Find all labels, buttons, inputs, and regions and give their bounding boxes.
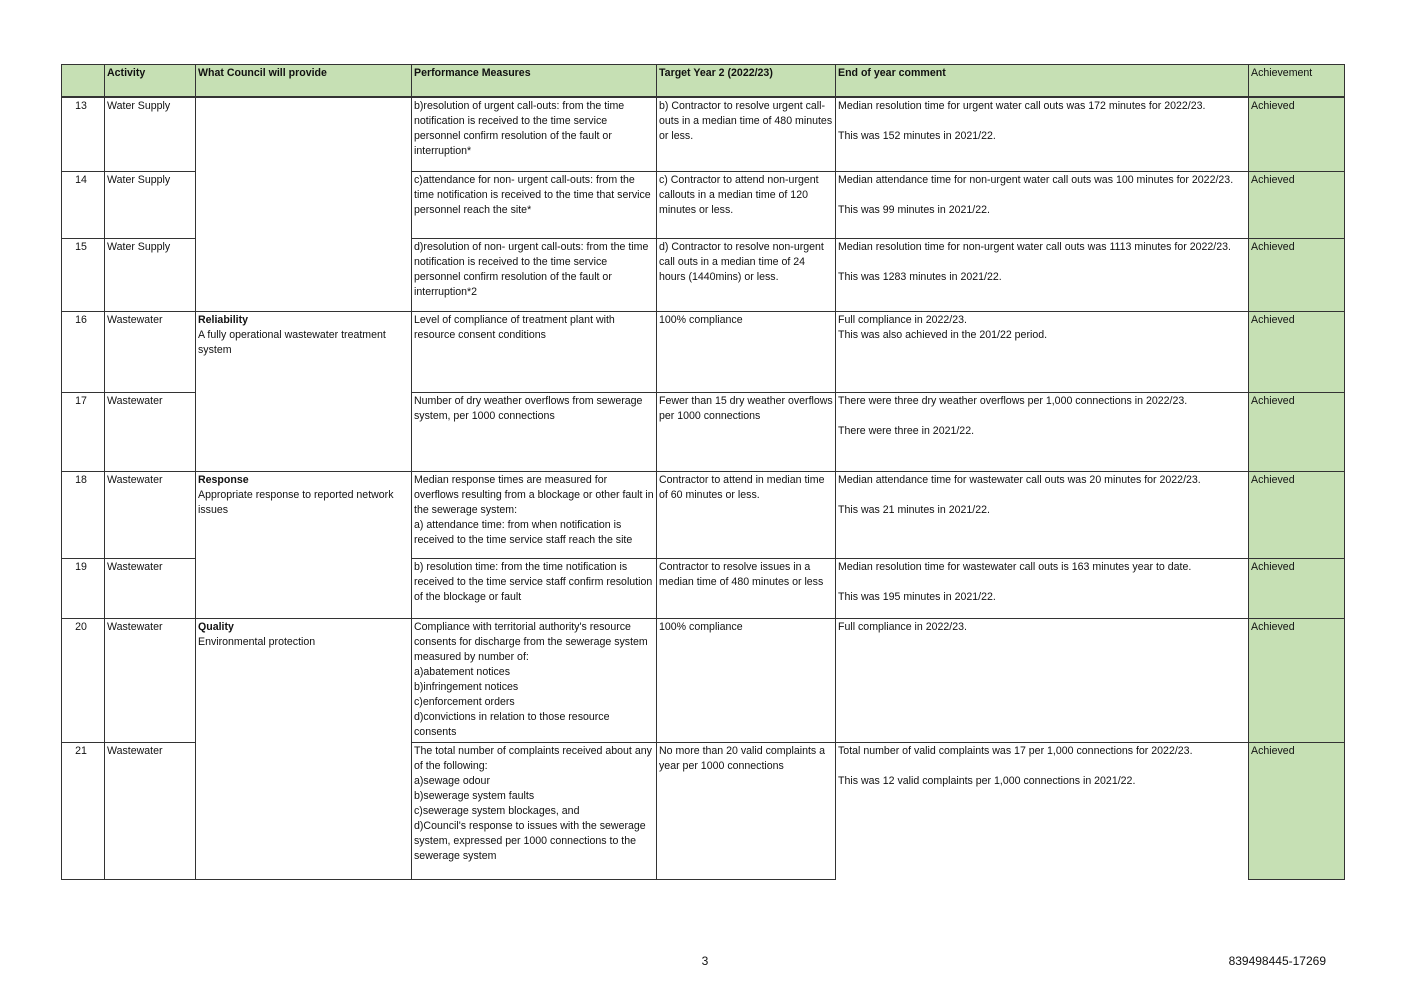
page-number: 3 xyxy=(701,954,709,968)
row-activity: Water Supply xyxy=(105,97,196,171)
row-number: 17 xyxy=(62,392,105,471)
provide-cell-water xyxy=(196,97,412,311)
row-measure: c)attendance for non- urgent call-outs: from the time notification is received to the time that service personnel reach the site* xyxy=(412,171,657,238)
table-row xyxy=(62,97,1345,171)
provide-text: A fully operational wastewater treatment system xyxy=(198,328,386,356)
row-measure: Compliance with territorial authority's resource consents for discharge from the sewerage system measured by number of: a)abatement notices b)infringement notices c)enforcement orders d)convictions in relation to those resource consents xyxy=(412,618,657,742)
provide-text: Environmental protection xyxy=(198,635,316,648)
provide-title: Quality xyxy=(198,620,234,633)
row-achievement: Achieved xyxy=(1249,471,1345,558)
row-target: 100% compliance xyxy=(657,618,836,742)
row-achievement: Achieved xyxy=(1249,742,1345,879)
row-number: 20 xyxy=(62,618,105,742)
row-measure: Number of dry weather overflows from sewerage system, per 1000 connections xyxy=(412,392,657,471)
row-target: b) Contractor to resolve urgent call-outs in a median time of 480 minutes or less. xyxy=(657,97,836,171)
header-measures: Performance Measures xyxy=(412,65,657,98)
header-activity: Activity xyxy=(105,65,196,98)
table-row xyxy=(62,471,1345,558)
row-measure: b)resolution of urgent call-outs: from the time notification is received to the time service personnel confirm resolution of the fault or interruption* xyxy=(412,97,657,171)
row-comment: There were three dry weather overflows per 1,000 connections in 2022/23. There were three in 2021/22. xyxy=(836,392,1249,471)
row-number: 18 xyxy=(62,471,105,558)
row-number: 16 xyxy=(62,311,105,392)
row-measure: b) resolution time: from the time notification is received to the time service staff confirm resolution of the blockage or fault xyxy=(412,558,657,618)
row-activity: Wastewater xyxy=(105,311,196,392)
provide-cell-reliability xyxy=(196,311,412,471)
row-measure: d)resolution of non- urgent call-outs: from the time notification is received to the time service personnel confirm resolution of the fault or interruption*2 xyxy=(412,238,657,311)
row-activity: Water Supply xyxy=(105,238,196,311)
row-achievement: Achieved xyxy=(1249,97,1345,171)
row-comment: Total number of valid complaints was 17 per 1,000 connections for 2022/23. This was 12 valid complaints per 1,000 connections in 2021/22. xyxy=(836,742,1249,879)
row-achievement: Achieved xyxy=(1249,392,1345,471)
header-target: Target Year 2 (2022/23) xyxy=(657,65,836,98)
row-comment: Full compliance in 2022/23. xyxy=(836,618,1249,742)
row-measure: Median response times are measured for overflows resulting from a blockage or other fault in the sewerage system: a) attendance time: from when notification is received to the time service staff reach the site xyxy=(412,471,657,558)
row-comment: Median resolution time for urgent water call outs was 172 minutes for 2022/23. This was 152 minutes in 2021/22. xyxy=(836,97,1249,171)
header-achievement: Achievement xyxy=(1249,65,1345,98)
provide-cell-response xyxy=(196,471,412,618)
table-header-row xyxy=(62,65,1345,98)
row-number: 13 xyxy=(62,97,105,171)
row-achievement: Achieved xyxy=(1249,311,1345,392)
table-row xyxy=(62,311,1345,392)
row-activity: Wastewater xyxy=(105,742,196,879)
row-achievement: Achieved xyxy=(1249,558,1345,618)
row-target: Fewer than 15 dry weather overflows per 1000 connections xyxy=(657,392,836,471)
provide-cell-quality xyxy=(196,618,412,879)
row-number: 14 xyxy=(62,171,105,238)
provide-title: Reliability xyxy=(198,313,249,326)
row-target: No more than 20 valid complaints a year per 1000 connections xyxy=(657,742,836,879)
header-number xyxy=(62,65,105,98)
row-target: 100% compliance xyxy=(657,311,836,392)
row-comment: Median attendance time for non-urgent water call outs was 100 minutes for 2022/23. This was 99 minutes in 2021/22. xyxy=(836,171,1249,238)
row-number: 19 xyxy=(62,558,105,618)
row-comment: Full compliance in 2022/23. This was also achieved in the 201/22 period. xyxy=(836,311,1249,392)
header-comment: End of year comment xyxy=(836,65,1249,98)
provide-title: Response xyxy=(198,473,249,486)
row-activity: Wastewater xyxy=(105,558,196,618)
row-achievement: Achieved xyxy=(1249,171,1345,238)
header-provide: What Council will provide xyxy=(196,65,412,98)
row-target: d) Contractor to resolve non-urgent call outs in a median time of 24 hours (1440mins) or less. xyxy=(657,238,836,311)
provide-text: Appropriate response to reported network issues xyxy=(198,488,394,516)
row-achievement: Achieved xyxy=(1249,618,1345,742)
row-comment: Median attendance time for wastewater call outs was 20 minutes for 2022/23. This was 21 minutes in 2021/22. xyxy=(836,471,1249,558)
row-achievement: Achieved xyxy=(1249,238,1345,311)
row-comment: Median resolution time for non-urgent water call outs was 1113 minutes for 2022/23. This was 1283 minutes in 2021/22. xyxy=(836,238,1249,311)
row-comment: Median resolution time for wastewater call outs is 163 minutes year to date. This was 195 minutes in 2021/22. xyxy=(836,558,1249,618)
performance-table xyxy=(61,64,1345,880)
row-number: 21 xyxy=(62,742,105,879)
row-activity: Wastewater xyxy=(105,618,196,742)
row-activity: Wastewater xyxy=(105,471,196,558)
document-id: 839498445-17269 xyxy=(1228,954,1326,968)
row-number: 15 xyxy=(62,238,105,311)
row-measure: Level of compliance of treatment plant with resource consent conditions xyxy=(412,311,657,392)
row-target: Contractor to resolve issues in a median time of 480 minutes or less xyxy=(657,558,836,618)
row-activity: Water Supply xyxy=(105,171,196,238)
row-target: Contractor to attend in median time of 60 minutes or less. xyxy=(657,471,836,558)
row-activity: Wastewater xyxy=(105,392,196,471)
row-measure: The total number of complaints received about any of the following: a)sewage odour b)sewerage system faults c)sewerage system blockages, and d)Council's response to issues with the sewerage system, expressed per 1000 connections to the sewerage system xyxy=(412,742,657,879)
table-row xyxy=(62,618,1345,742)
row-target: c) Contractor to attend non-urgent callouts in a median time of 120 minutes or less. xyxy=(657,171,836,238)
